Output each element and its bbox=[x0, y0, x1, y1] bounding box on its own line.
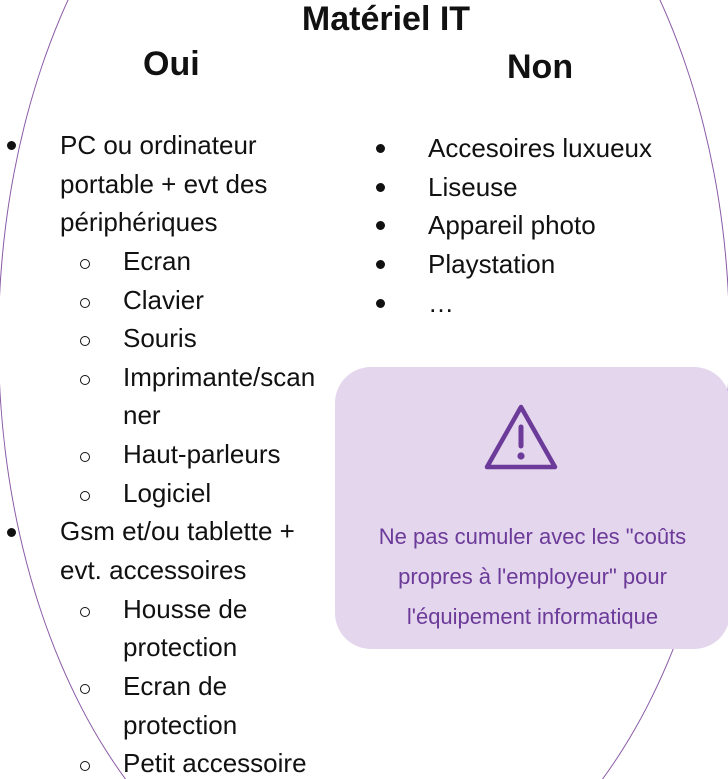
warning-callout bbox=[335, 367, 728, 649]
bullet-ring-icon bbox=[80, 491, 90, 501]
sub-list-item: Souris bbox=[123, 323, 197, 353]
list-item: Liseuse bbox=[428, 172, 518, 202]
bullet-dot-icon bbox=[376, 260, 385, 269]
list-item-line: evt. accessoires bbox=[60, 555, 247, 585]
bullet-ring-icon bbox=[80, 375, 90, 385]
sub-list-item: Logiciel bbox=[123, 478, 212, 508]
warning-line: Ne pas cumuler avec les "coûts bbox=[378, 524, 687, 549]
sub-list-item: Petit accessoire bbox=[123, 748, 307, 778]
sub-list-item-continuation: ner bbox=[123, 400, 161, 430]
bullet-dot-icon bbox=[376, 183, 385, 192]
sub-list-item: Imprimante/scan bbox=[123, 362, 316, 392]
bullet-ring-icon bbox=[80, 607, 90, 617]
bullet-dot-icon bbox=[376, 144, 385, 153]
sub-list-item: Housse de bbox=[123, 594, 248, 624]
bullet-dot-icon bbox=[7, 528, 16, 537]
list-item-line: portable + evt des bbox=[60, 169, 268, 199]
bullet-ring-icon bbox=[80, 336, 90, 346]
bullet-ring-icon bbox=[80, 298, 90, 308]
list-item: Playstation bbox=[428, 249, 556, 279]
list-item: Accesoires luxueux bbox=[428, 133, 652, 163]
sub-list-item: Ecran de bbox=[123, 671, 228, 701]
bullet-dot-icon bbox=[7, 141, 16, 150]
list-item-line: périphériques bbox=[60, 207, 218, 237]
warning-line: propres à l'employeur" pour bbox=[398, 564, 667, 589]
sub-list-item-continuation: protection bbox=[123, 632, 238, 662]
page-title: Matériel IT bbox=[301, 0, 471, 38]
column-heading-no: Non bbox=[507, 48, 574, 86]
bullet-dot-icon bbox=[376, 221, 385, 230]
warning-line: l'équipement informatique bbox=[406, 604, 659, 629]
list-item: … bbox=[428, 288, 454, 318]
sub-list-item-continuation: protection bbox=[123, 710, 238, 740]
list-item-line: PC ou ordinateur bbox=[60, 130, 257, 160]
sub-list-item: Clavier bbox=[123, 285, 204, 315]
sub-list-item: Haut-parleurs bbox=[123, 439, 281, 469]
list-item-line: Gsm et/ou tablette + bbox=[60, 516, 295, 546]
sub-list-item: Ecran bbox=[123, 246, 191, 276]
bullet-ring-icon bbox=[80, 761, 90, 771]
bullet-ring-icon bbox=[80, 259, 90, 269]
warning-triangle-icon bbox=[483, 399, 559, 475]
column-heading-yes: Oui bbox=[143, 45, 200, 83]
bullet-dot-icon bbox=[376, 299, 385, 308]
list-item: Appareil photo bbox=[428, 210, 596, 240]
bullet-ring-icon bbox=[80, 684, 90, 694]
warning-message bbox=[349, 517, 716, 637]
bullet-ring-icon bbox=[80, 452, 90, 462]
